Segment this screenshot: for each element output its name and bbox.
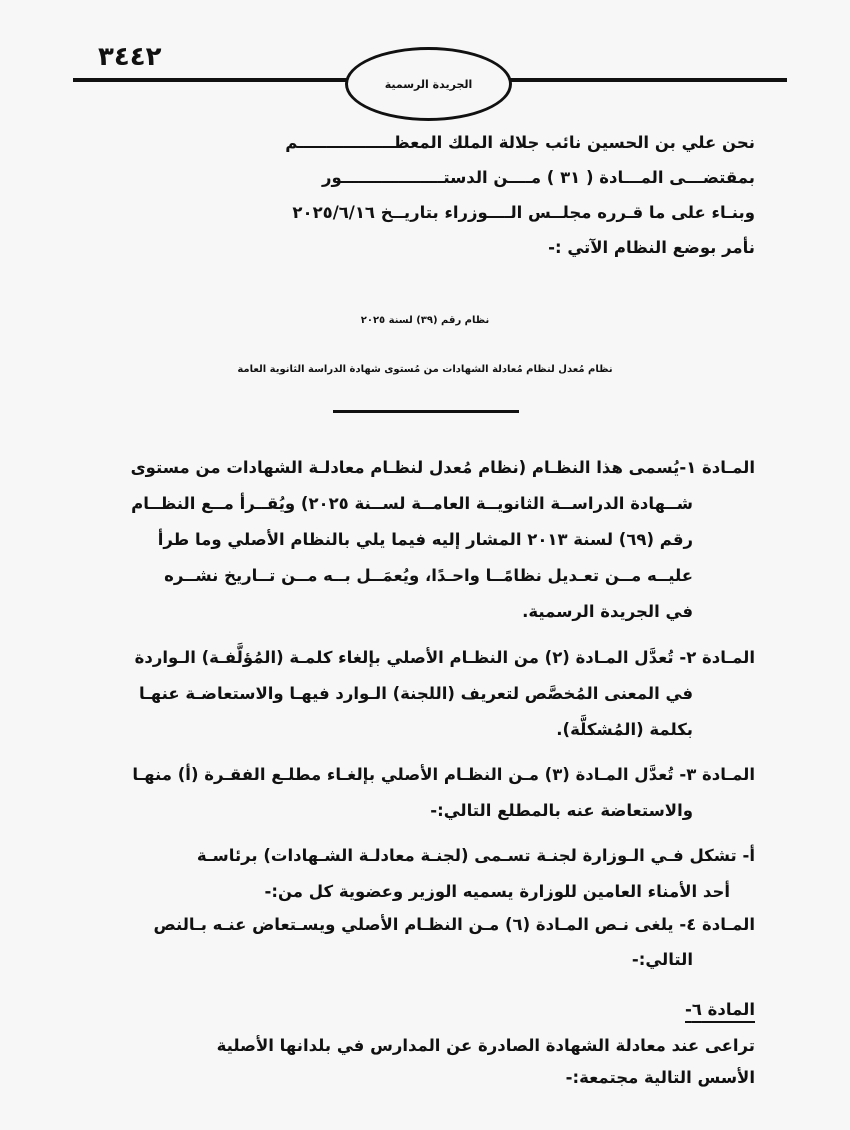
preamble-line: نأمر بوضع النظام الآتي :- bbox=[548, 238, 755, 257]
gazette-seal bbox=[345, 47, 512, 121]
article-2-line: بكلمة (المُشكلَّة). bbox=[556, 720, 693, 739]
article-4-line: المـادة ٤- يلغى نـص المـادة (٦) مـن النظـام الأصلي ويسـتعاض عنـه بـالنص bbox=[153, 915, 755, 934]
article-4-line: التالي:- bbox=[631, 950, 693, 969]
article-6-line: تراعى عند معادلة الشهادة الصادرة عن المدارس في بلدانها الأصلية bbox=[216, 1036, 755, 1055]
article-1-line: المـادة ١-يُسمى هذا النظـام (نظام مُعدل لنظـام معادلـة الشهادات من مستوى bbox=[130, 458, 755, 477]
article-1-line: شــهادة الدراســة الثانويــة العامــة لســنة ٢٠٢٥) ويُقــرأ مــع النظــام bbox=[131, 494, 693, 513]
gazette-seal-label: الجريدة الرسمية bbox=[384, 77, 473, 91]
regulation-subtitle: نظام مُعدل لنظام مُعادلة الشهادات من مُستوى شهادة الدراسة الثانوية العامة bbox=[237, 364, 613, 375]
preamble-line: بمقتضـــى المـــادة ( ٣١ ) مــــن الدستــــــــــــــــــور bbox=[321, 168, 755, 187]
header-rule-right bbox=[508, 78, 787, 82]
article-1-line: عليــه مــن تعـديل نظامًــا واحـدًا، ويُعمَــل بــه مــن تــاريخ نشــره bbox=[164, 566, 693, 585]
page-number: ٣٤٤٢ bbox=[98, 42, 162, 72]
header-rule-left bbox=[73, 78, 347, 82]
paragraph-a-line: أ- تشكل فـي الـوزارة لجنـة تسـمى (لجنـة معادلـة الشـهادات) برئاسـة bbox=[196, 846, 755, 865]
preamble-line: وبنـاء على ما قـرره مجلــس الــــوزراء بتاريــخ ٢٠٢٥/٦/١٦ bbox=[292, 203, 755, 222]
article-3-line: والاستعاضة عنه بالمطلع التالي:- bbox=[430, 801, 693, 820]
article-6-line: الأسس التالية مجتمعة:- bbox=[565, 1068, 755, 1087]
article-2-line: المـادة ٢- تُعدَّل المـادة (٢) من النظـام الأصلي بإلغاء كلمـة (المُؤلَّفـة) الـواردة bbox=[134, 648, 755, 667]
article-6-heading: المادة ٦- bbox=[685, 1000, 755, 1019]
title-divider bbox=[333, 410, 519, 413]
article-1-line: رقم (٦٩) لسنة ٢٠١٣ المشار إليه فيما يلي بالنظام الأصلي وما طرأ bbox=[157, 530, 693, 549]
article-2-line: في المعنى المُخصَّص لتعريف (اللجنة) الـوارد فيهـا والاستعاضـة عنهـا bbox=[138, 684, 693, 703]
paragraph-a-line: أحد الأمناء العامين للوزارة يسميه الوزير وعضوية كل من:- bbox=[264, 882, 730, 901]
regulation-title: نظام رقم (٣٩) لسنة ٢٠٢٥ bbox=[360, 315, 490, 326]
article-3-line: المـادة ٣- تُعدَّل المـادة (٣) مـن النظـام الأصلي بإلغـاء مطلـع الفقـرة (أ) منهـا bbox=[132, 765, 755, 784]
preamble-line: نحن علي بن الحسين نائب جلالة الملك المعظـــــــــــــــــم bbox=[285, 133, 755, 152]
article-1-line: في الجريدة الرسمية. bbox=[522, 602, 693, 621]
